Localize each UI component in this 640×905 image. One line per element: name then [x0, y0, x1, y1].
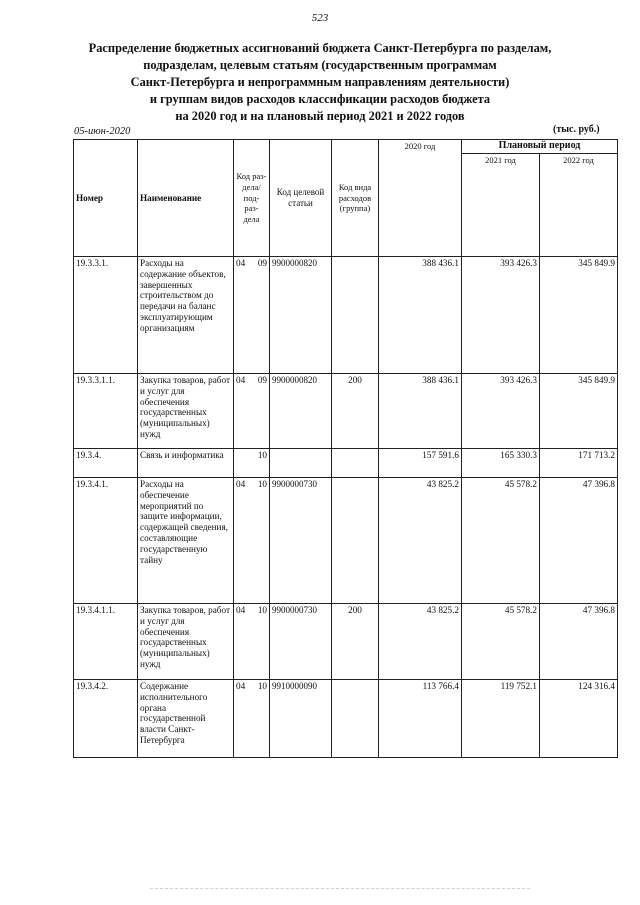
document-date: 05-июн-2020	[74, 126, 131, 137]
row-value-2022: 345 849.9	[540, 257, 618, 374]
row-value-2022: 47 396.8	[540, 478, 618, 604]
section-code: 04	[236, 681, 246, 691]
header-planned-period: Плановый период	[462, 140, 618, 154]
row-target-code: 9910000090	[270, 680, 332, 758]
subsection-code: 10	[257, 605, 267, 615]
row-number: 19.3.3.1.	[74, 257, 138, 374]
row-section-code	[234, 449, 270, 478]
row-target-code	[270, 449, 332, 478]
row-target-code: 9900000730	[270, 604, 332, 680]
row-value-2020: 43 825.2	[379, 478, 462, 604]
row-name: Связь и информатика	[138, 449, 234, 478]
title-line: на 2020 год и на плановый период 2021 и 2022 годов	[175, 109, 465, 123]
header-target: Код целевой статьи	[270, 140, 332, 257]
row-section-code	[234, 257, 270, 374]
row-value-2021: 119 752.1	[462, 680, 540, 758]
row-value-2022: 345 849.9	[540, 374, 618, 449]
row-section-code	[234, 374, 270, 449]
subsection-code: 10	[257, 479, 267, 489]
row-number: 19.3.4.	[74, 449, 138, 478]
row-value-2020: 43 825.2	[379, 604, 462, 680]
row-value-2020: 157 591.6	[379, 449, 462, 478]
scan-footer-line	[150, 888, 530, 890]
table-row	[74, 374, 618, 449]
header-2021: 2021 год	[462, 154, 540, 257]
section-code: 04	[236, 479, 246, 489]
row-number: 19.3.4.2.	[74, 680, 138, 758]
title-line: и группам видов расходов классификации расходов бюджета	[149, 92, 491, 106]
section-code: 04	[236, 375, 246, 385]
row-value-2020: 388 436.1	[379, 374, 462, 449]
row-value-2020: 113 766.4	[379, 680, 462, 758]
row-name: Закупка товаров, работ и услуг для обеспечения государственных (муниципальных) нужд	[138, 374, 234, 449]
document-title	[80, 40, 560, 125]
subsection-code: 10	[257, 450, 267, 460]
section-code: 04	[236, 258, 246, 268]
row-number: 19.3.4.1.1.	[74, 604, 138, 680]
header-2022: 2022 год	[540, 154, 618, 257]
subsection-code: 09	[257, 375, 267, 385]
row-name: Расходы на обеспечение мероприятий по защите информации, содержащей сведения, составляющие государственную тайну	[138, 478, 234, 604]
row-value-2021: 45 578.2	[462, 478, 540, 604]
row-group-code: 200	[332, 374, 379, 449]
header-name: Наименование	[138, 140, 234, 257]
row-group-code	[332, 680, 379, 758]
row-name: Содержание исполнительного органа государственной власти Санкт-Петербурга	[138, 680, 234, 758]
row-target-code: 9900000730	[270, 478, 332, 604]
table-row	[74, 604, 618, 680]
row-group-code	[332, 449, 379, 478]
row-number: 19.3.3.1.1.	[74, 374, 138, 449]
table-row	[74, 257, 618, 374]
budget-table	[73, 139, 618, 758]
table-row	[74, 680, 618, 758]
row-group-code: 200	[332, 604, 379, 680]
row-value-2021: 45 578.2	[462, 604, 540, 680]
row-value-2022: 124 316.4	[540, 680, 618, 758]
row-value-2021: 393 426.3	[462, 257, 540, 374]
table-row	[74, 478, 618, 604]
row-group-code	[332, 257, 379, 374]
row-value-2022: 171 713.2	[540, 449, 618, 478]
row-number: 19.3.4.1.	[74, 478, 138, 604]
section-code: 04	[236, 605, 246, 615]
unit-note: (тыс. руб.)	[553, 124, 600, 135]
header-section: Код раз- дела/ под- раз- дела	[234, 140, 270, 257]
row-section-code	[234, 680, 270, 758]
row-target-code: 9900000820	[270, 374, 332, 449]
row-value-2022: 47 396.8	[540, 604, 618, 680]
subsection-code: 09	[257, 258, 267, 268]
title-line: подразделам, целевым статьям (государственным программам	[143, 58, 497, 72]
header-group: Код вида расходов (группа)	[332, 140, 379, 257]
header-2020: 2020 год	[379, 140, 462, 257]
row-target-code: 9900000820	[270, 257, 332, 374]
row-value-2020: 388 436.1	[379, 257, 462, 374]
subsection-code: 10	[257, 681, 267, 691]
row-value-2021: 165 330.3	[462, 449, 540, 478]
row-value-2021: 393 426.3	[462, 374, 540, 449]
title-line: Санкт-Петербурга и непрограммным направлениям деятельности)	[130, 75, 510, 89]
page-number: 523	[311, 12, 329, 24]
row-section-code	[234, 478, 270, 604]
row-group-code	[332, 478, 379, 604]
row-section-code	[234, 604, 270, 680]
row-name: Расходы на содержание объектов, завершенных строительством до передачи на баланс эксплуатирующим организациям	[138, 257, 234, 374]
title-line: Распределение бюджетных ассигнований бюджета Санкт-Петербурга по разделам,	[88, 41, 552, 55]
header-number: Номер	[74, 140, 138, 257]
row-name: Закупка товаров, работ и услуг для обеспечения государственных (муниципальных) нужд	[138, 604, 234, 680]
table-row	[74, 449, 618, 478]
